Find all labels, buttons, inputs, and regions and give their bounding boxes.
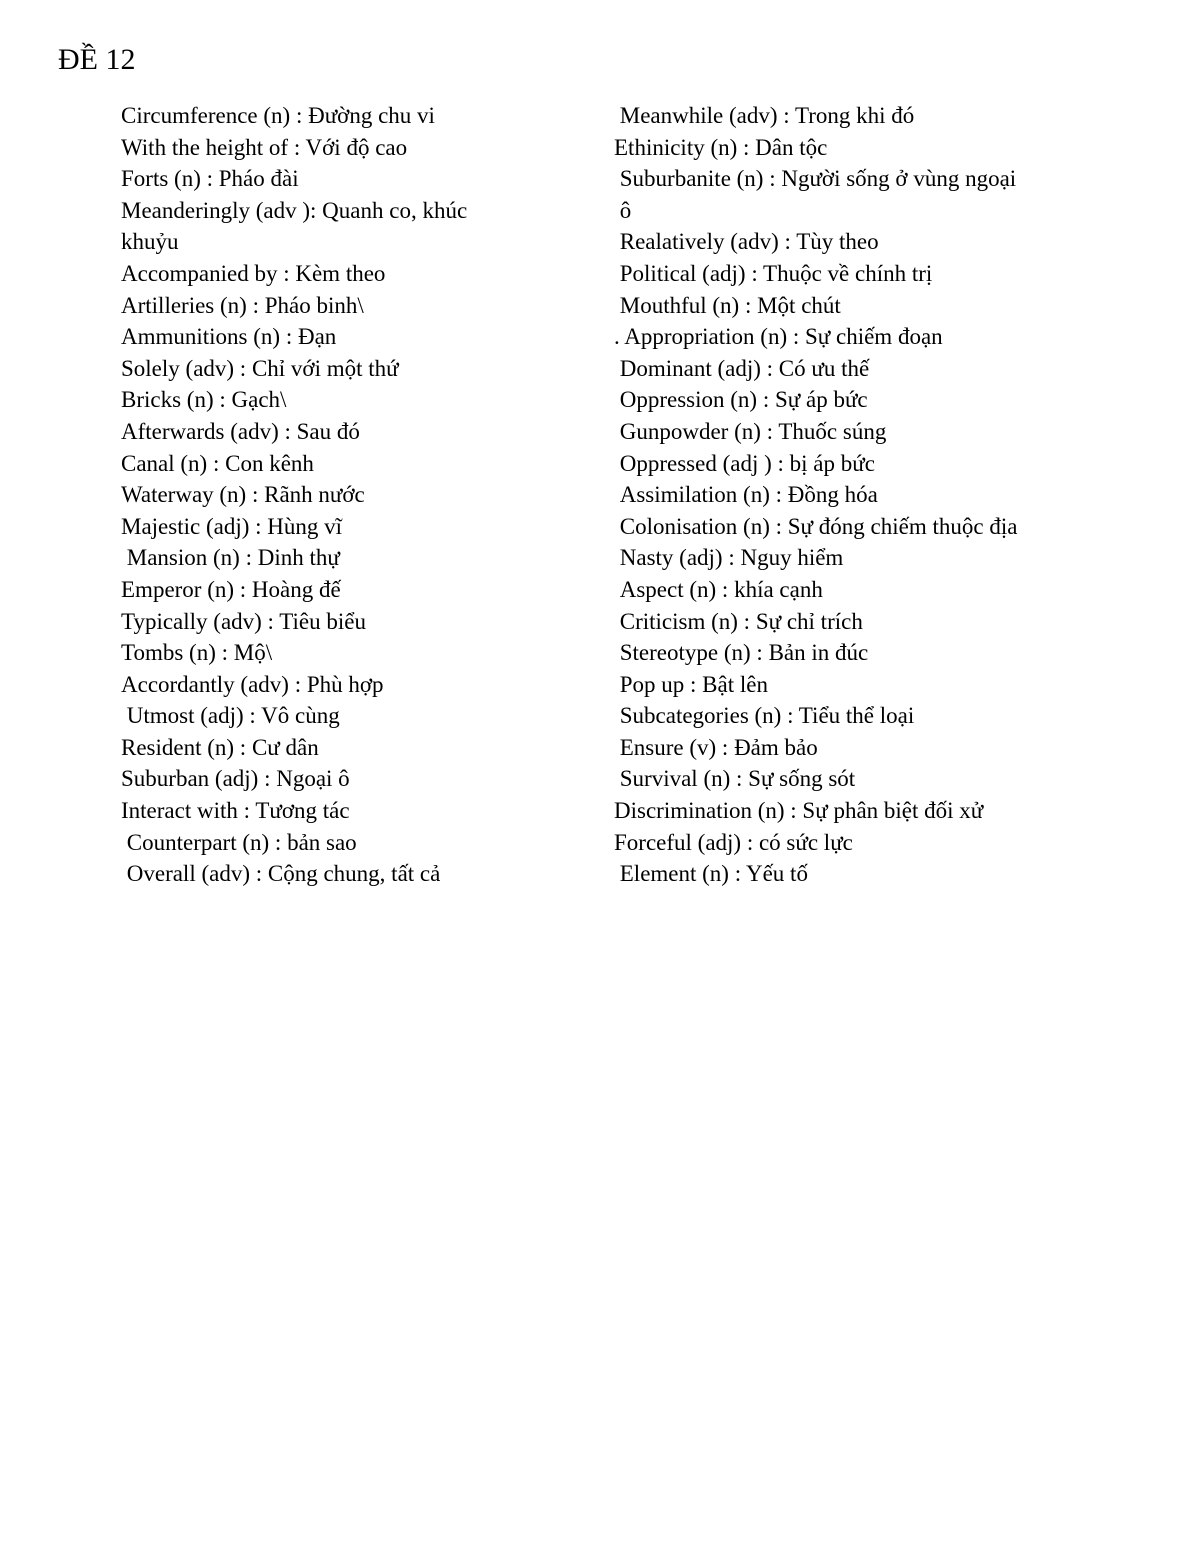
vocabulary-entry: Forceful (adj) : có sức lực [614,829,853,855]
vocabulary-entry: Solely (adv) : Chỉ với một thứ [121,355,399,381]
vocabulary-entry: Ammunitions (n) : Đạn [121,324,337,350]
vocabulary-entry: Artilleries (n) : Pháo binh\ [121,292,364,318]
vocabulary-column-left [121,100,561,890]
vocabulary-entry: Canal (n) : Con kênh [121,450,314,476]
vocabulary-entry: Suburban (adj) : Ngoại ô [121,766,350,792]
vocabulary-entry: Dominant (adj) : Có ưu thế [614,355,870,381]
vocabulary-entry: Bricks (n) : Gạch\ [121,387,287,413]
vocabulary-entry: Oppression (n) : Sự áp bức [614,387,868,413]
vocabulary-entry: Political (adj) : Thuộc về chính trị [614,260,933,286]
vocabulary-entry: With the height of : Với độ cao [121,134,408,160]
vocabulary-entry: Counterpart (n) : bản sao [121,829,357,855]
vocabulary-entry: Stereotype (n) : Bản in đúc [614,640,869,666]
vocabulary-entry: Emperor (n) : Hoàng đế [121,576,341,602]
vocabulary-entry: Suburbanite (n) : Người sống ở vùng ngoại [614,166,1017,192]
vocabulary-entry: Oppressed (adj ) : bị áp bức [614,450,875,476]
vocabulary-entry: Meanwhile (adv) : Trong khi đó [614,103,915,128]
vocabulary-entry: Gunpowder (n) : Thuốc súng [614,418,887,444]
vocabulary-entry: Waterway (n) : Rãnh nước [121,482,365,508]
vocabulary-entry: Colonisation (n) : Sự đóng chiếm thuộc địa [614,513,1018,539]
vocabulary-entry: Mansion (n) : Dinh thự [121,545,340,571]
vocabulary-entry: Assimilation (n) : Đồng hóa [614,482,878,508]
vocabulary-entry: Interact with : Tương tác [121,798,350,824]
vocabulary-entry: Subcategories (n) : Tiểu thể loại [614,703,915,729]
vocabulary-entry: Element (n) : Yếu tố [614,861,808,887]
vocabulary-entry: Discrimination (n) : Sự phân biệt đối xử [614,798,984,824]
vocabulary-entry: Pop up : Bật lên [614,671,768,697]
vocabulary-entry: Meanderingly (adv ): Quanh co, khúc [121,197,468,223]
vocabulary-entry: Ensure (v) : Đảm bảo [614,734,818,760]
vocabulary-entry: Circumference (n) : Đường chu vi [121,103,435,128]
vocabulary-entry: Tombs (n) : Mộ\ [121,640,273,666]
vocabulary-entry: Overall (adv) : Cộng chung, tất cả [121,861,441,887]
vocabulary-entry: Afterwards (adv) : Sau đó [121,418,360,444]
vocabulary-entry: ô [614,197,632,223]
vocabulary-entry: Aspect (n) : khía cạnh [614,576,823,602]
vocabulary-entry: Typically (adv) : Tiêu biểu [121,608,366,634]
vocabulary-entry: Accordantly (adv) : Phù hợp [121,671,384,697]
vocabulary-entry: Accompanied by : Kèm theo [121,260,386,286]
vocabulary-entry: Realatively (adv) : Tùy theo [614,229,879,255]
vocabulary-entry: . Appropriation (n) : Sự chiếm đoạn [614,324,943,350]
vocabulary-column-right [614,100,1104,890]
vocabulary-entry: Resident (n) : Cư dân [121,734,319,760]
vocabulary-entry: khuỷu [121,229,179,255]
vocabulary-entry: Survival (n) : Sự sống sót [614,766,856,792]
vocabulary-entry: Nasty (adj) : Nguy hiểm [614,545,844,571]
vocabulary-entry: Mouthful (n) : Một chút [614,292,841,318]
vocabulary-entry: Utmost (adj) : Vô cùng [121,703,340,729]
vocabulary-entry: Majestic (adj) : Hùng vĩ [121,513,343,539]
vocabulary-entry: Forts (n) : Pháo đài [121,166,299,192]
page-title: ĐỀ 12 [58,43,136,76]
vocabulary-entry: Criticism (n) : Sự chỉ trích [614,608,863,634]
vocabulary-entry: Ethinicity (n) : Dân tộc [614,134,828,160]
